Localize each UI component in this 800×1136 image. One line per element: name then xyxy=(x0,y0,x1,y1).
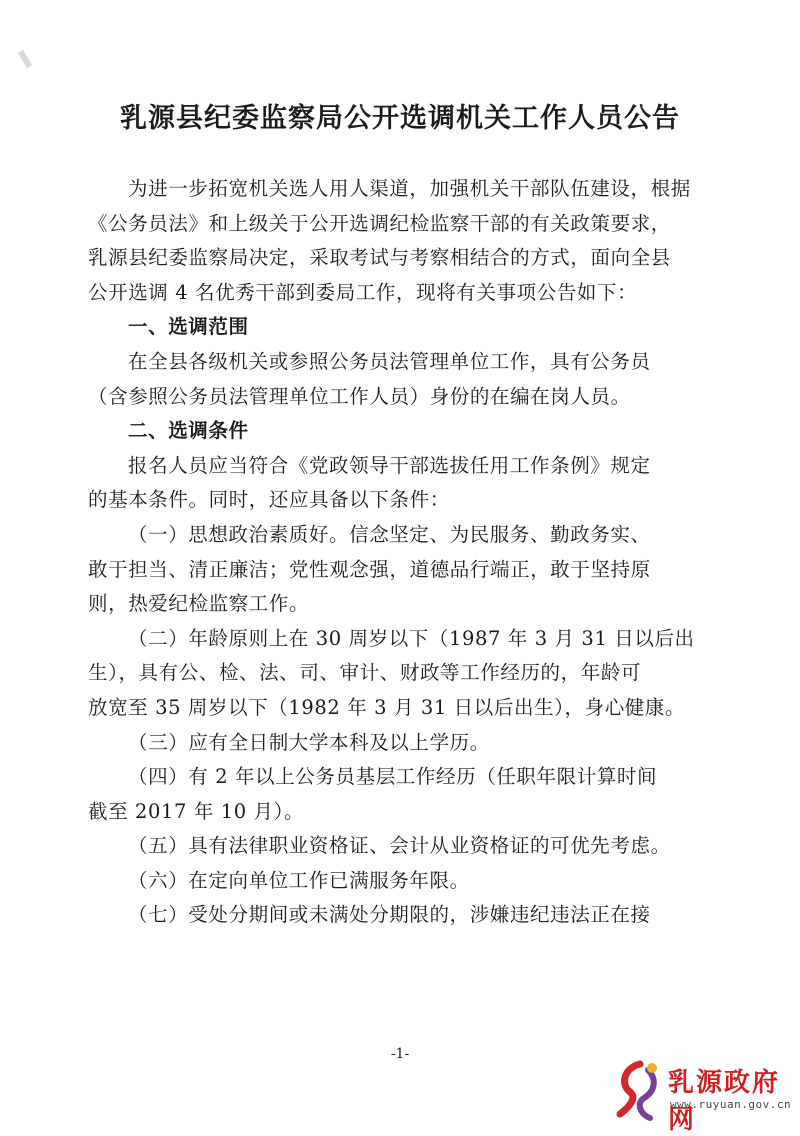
body-line: 敢于担当、清正廉洁；党性观念强，道德品行端正，敢于坚持原 xyxy=(88,557,651,581)
body-line: 截至 2017 年 10 月）。 xyxy=(88,799,305,823)
body-line: 生），具有公、检、法、司、审计、财政等工作经历的，年龄可 xyxy=(88,661,642,685)
watermark-site-name: 乳源政府网 xyxy=(668,1068,781,1135)
body-line: 公开选调 4 名优秀干部到委局工作，现将有关事项公告如下： xyxy=(88,280,638,304)
document-title: 乳源县纪委监察局公开选调机关工作人员公告 xyxy=(120,103,680,134)
body-line: 放宽至 35 周岁以下（1982 年 3 月 31 日以后出生），身心健康。 xyxy=(88,695,686,719)
body-line: （七）受处分期间或未满处分期限的，涉嫌违纪违法正在接 xyxy=(128,903,651,927)
scan-speck xyxy=(18,50,32,69)
section-heading: 一、选调范围 xyxy=(128,315,249,339)
body-line: （四）有 2 年以上公务员基层工作经历（任职年限计算时间 xyxy=(128,765,658,789)
body-line: （含参照公务员法管理单位工作人员）身份的在编在岗人员。 xyxy=(88,384,631,408)
body-line: （二）年龄原则上在 30 周岁以下（1987 年 3 月 31 日以后出 xyxy=(128,626,695,650)
body-line: 《公务员法》和上级关于公开选调纪检监察干部的有关政策要求， xyxy=(88,211,671,235)
body-line: 报名人员应当符合《党政领导干部选拔任用工作条例》规定 xyxy=(128,453,651,477)
body-line: 为进一步拓宽机关选人用人渠道，加强机关干部队伍建设，根据 xyxy=(128,177,691,200)
body-line: （一）思想政治素质好。信念坚定、为民服务、勤政务实、 xyxy=(128,522,651,546)
section-heading: 二、选调条件 xyxy=(128,419,249,443)
ruyuan-logo-icon xyxy=(610,1058,666,1122)
page-number: -1- xyxy=(390,1046,410,1062)
body-line: （五）具有法律职业资格证、会计从业资格证的可优先考虑。 xyxy=(128,834,671,858)
watermark-site-url: www.ruyuan.gov.cn xyxy=(670,1098,792,1111)
body-line: （三）应有全日制大学本科及以上学历。 xyxy=(128,730,490,754)
document-body xyxy=(88,172,708,933)
body-line: 的基本条件。同时，还应具备以下条件： xyxy=(88,488,450,512)
site-watermark xyxy=(608,1054,800,1135)
body-line: 在全县各级机关或参照公务员法管理单位工作，具有公务员 xyxy=(128,349,651,373)
body-line: （六）在定向单位工作已满服务年限。 xyxy=(128,868,470,892)
body-line: 则，热爱纪检监察工作。 xyxy=(88,592,310,616)
body-line: 乳源县纪委监察局决定，采取考试与考察相结合的方式，面向全县 xyxy=(88,246,671,270)
